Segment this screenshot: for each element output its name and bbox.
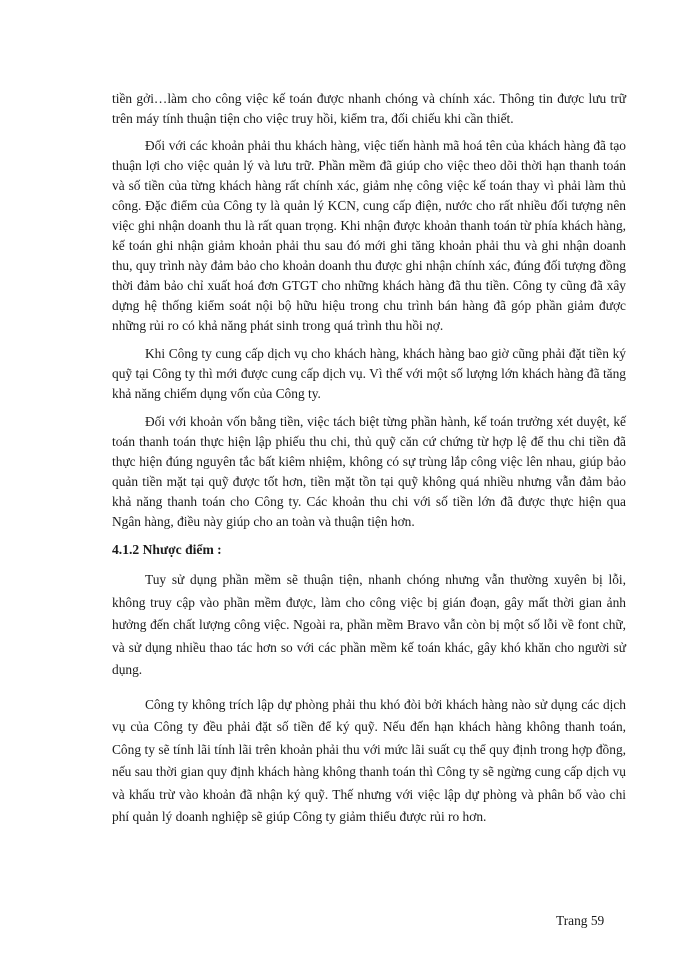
paragraph-continuation: tiền gởi…làm cho công việc kế toán được nhanh chóng và chính xác. Thông tin được lưu trữ trên máy tính thuận tiện cho việc truy hồi, kiểm tra, đối chiếu khi cần thiết. [112, 91, 626, 126]
paragraph-software-issues: Tuy sử dụng phần mềm sẽ thuận tiện, nhanh chóng nhưng vẫn thường xuyên bị lỗi, không truy cập vào phần mềm được, làm cho công việc bị gián đoạn, gây mất thời gian ảnh hưởng đến chất lượng công việc. Ngoài ra, phần mềm Bravo vẫn còn bị một số lỗi về font chữ, và sử dụng nhiều thao tác hơn so với các phần mềm kế toán khác, gây khó khăn cho người sử dụng. [112, 572, 626, 677]
paragraph-bad-debt-provision: Công ty không trích lập dự phòng phải thu khó đòi bởi khách hàng nào sử dụng các dịch vụ của Công ty đều phải đặt số tiền để ký quỹ. Nếu đến hạn khách hàng không thanh toán, Công ty sẽ tính lãi tính lãi trên khoản phải thu với mức lãi suất cụ thể quy định trong hợp đồng, nếu sau thời gian quy định khách hàng không thanh toán thì Công ty sẽ ngừng cung cấp dịch vụ và khấu trừ vào khoản đã nhận ký quỹ. Thế nhưng với việc lập dự phòng và phân bổ vào chi phí quản lý doanh nghiệp sẽ giúp Công ty giảm thiểu được rủi ro hơn. [112, 696, 626, 824]
page-body [112, 89, 626, 841]
paragraph-deposits: Khi Công ty cung cấp dịch vụ cho khách hàng, khách hàng bao giờ cũng phải đặt tiền ký quỹ tại Công ty thì mới được cung cấp dịch vụ. Vì thế với một số lượng lớn khách hàng đã tăng khả năng chiếm dụng vốn của Công ty. [112, 346, 626, 401]
section-heading: 4.1.2 Nhược điểm : [112, 542, 222, 557]
paragraph-receivables: Đối với các khoản phải thu khách hàng, việc tiến hành mã hoá tên của khách hàng đã tạo thuận lợi cho việc quản lý và lưu trữ. Phần mềm đã giúp cho việc theo dõi thời hạn thanh toán và số tiền của từng khách hàng rất chính xác, giảm nhẹ công việc kế toán thay vì phải làm thủ công. Đặc điểm của Công ty là quản lý KCN, cung cấp điện, nước cho rất nhiều đối tượng nên việc ghi nhận doanh thu là rất quan trọng. Khi nhận được khoản thanh toán từ phía khách hàng, kế toán ghi nhận giảm khoản phải thu sau đó mới ghi tăng khoản phải thu và ghi nhận doanh thu, quy trình này đảm bảo cho khoản doanh thu được ghi nhận chính xác, đúng đối tượng đồng thời đảm bảo chỉ xuất hoá đơn GTGT cho những khách hàng đã thu tiền. Công ty cũng đã xây dựng hệ thống kiểm soát nội bộ hữu hiệu trong chu trình bán hàng đã góp phần giảm được những rủi ro có khả năng phát sinh trong quá trình thu hồi nợ. [112, 138, 626, 333]
section-weaknesses [112, 569, 626, 829]
page-number: Trang 59 [556, 913, 605, 928]
paragraph-cash: Đối với khoản vốn bằng tiền, việc tách biệt từng phần hành, kế toán trưởng xét duyệt, kế toán thanh toán thực hiện lập phiếu thu chi, thủ quỹ căn cứ chứng từ hợp lệ để thu chi tiền đã thực hiện đúng nguyên tắc bất kiêm nhiệm, không có sự trùng lắp công việc lên nhau, giúp bảo quản tiền mặt tại quỹ được tốt hơn, tiền mặt tồn tại quỹ không quá nhiều nhưng vẫn đảm bảo khả năng thanh toán cho Công ty. Các khoản thu chi với số tiền lớn đã được thực hiện qua Ngân hàng, điều này giúp cho an toàn và thuận tiện hơn. [112, 414, 626, 529]
